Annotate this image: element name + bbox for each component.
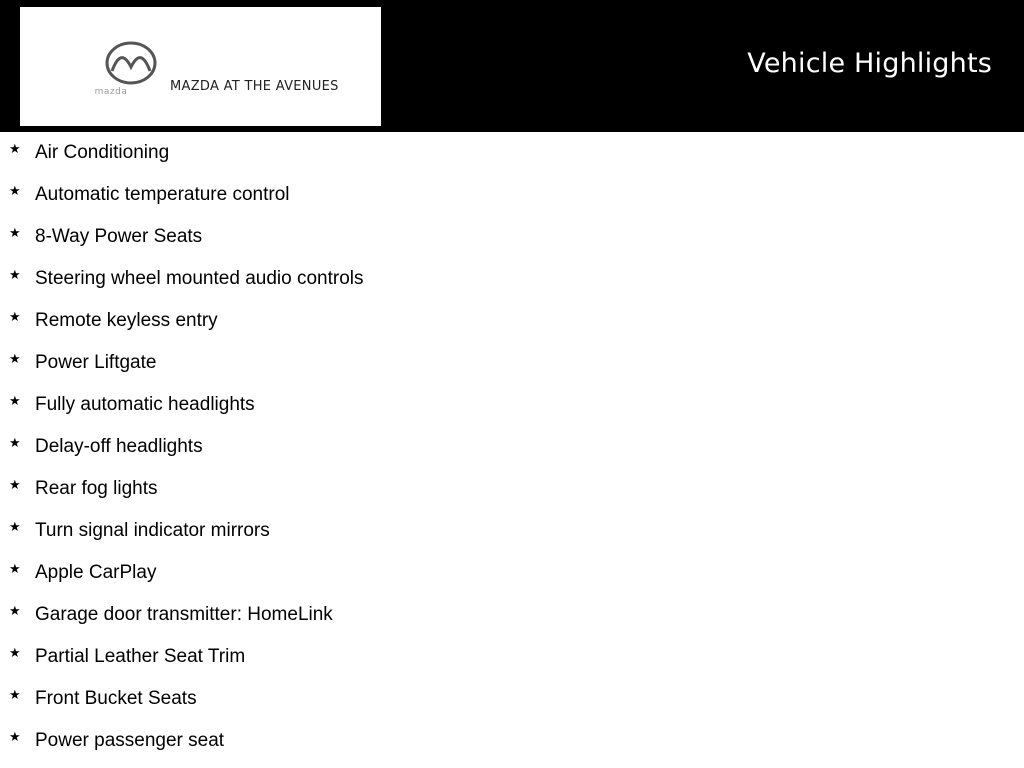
feature-list	[0, 132, 1024, 762]
feature-label: Delay-off headlights	[35, 436, 203, 457]
star-icon: ★	[9, 183, 21, 198]
list-item	[0, 174, 1024, 216]
page-title: Vehicle Highlights	[747, 48, 992, 79]
star-icon: ★	[9, 561, 21, 576]
header-banner	[0, 0, 1024, 132]
feature-label: Air Conditioning	[35, 142, 170, 163]
feature-label: Garage door transmitter: HomeLink	[35, 604, 333, 625]
list-item	[0, 342, 1024, 384]
feature-label: Rear fog lights	[35, 478, 158, 499]
feature-label: Power Liftgate	[35, 352, 157, 373]
feature-label: Remote keyless entry	[35, 310, 218, 331]
list-item	[0, 384, 1024, 426]
star-icon: ★	[9, 225, 21, 240]
star-icon: ★	[9, 309, 21, 324]
feature-label: 8-Way Power Seats	[35, 226, 203, 247]
star-icon: ★	[9, 645, 21, 660]
star-icon: ★	[9, 603, 21, 618]
list-item	[0, 594, 1024, 636]
feature-label: Power passenger seat	[35, 730, 225, 751]
star-icon: ★	[9, 141, 21, 156]
feature-label: Front Bucket Seats	[35, 688, 197, 709]
star-icon: ★	[9, 477, 21, 492]
star-icon: ★	[9, 351, 21, 366]
feature-label: Turn signal indicator mirrors	[35, 520, 270, 541]
feature-label: Automatic temperature control	[35, 184, 290, 205]
list-item	[0, 678, 1024, 720]
star-icon: ★	[9, 393, 21, 408]
logo-wordmark: mazda	[94, 87, 128, 97]
list-item	[0, 636, 1024, 678]
star-icon: ★	[9, 435, 21, 450]
dealer-name: MAZDA AT THE AVENUES	[170, 79, 339, 94]
list-item	[0, 468, 1024, 510]
dealer-logo	[20, 7, 381, 126]
list-item	[0, 258, 1024, 300]
feature-label: Steering wheel mounted audio controls	[35, 268, 364, 289]
star-icon: ★	[9, 729, 21, 744]
feature-label: Apple CarPlay	[35, 562, 157, 583]
feature-label: Partial Leather Seat Trim	[35, 646, 246, 667]
list-item	[0, 552, 1024, 594]
list-item	[0, 300, 1024, 342]
list-item	[0, 132, 1024, 174]
list-item	[0, 720, 1024, 762]
list-item	[0, 426, 1024, 468]
star-icon: ★	[9, 267, 21, 282]
list-item	[0, 216, 1024, 258]
feature-label: Fully automatic headlights	[35, 394, 255, 415]
list-item	[0, 510, 1024, 552]
star-icon: ★	[9, 519, 21, 534]
star-icon: ★	[9, 687, 21, 702]
